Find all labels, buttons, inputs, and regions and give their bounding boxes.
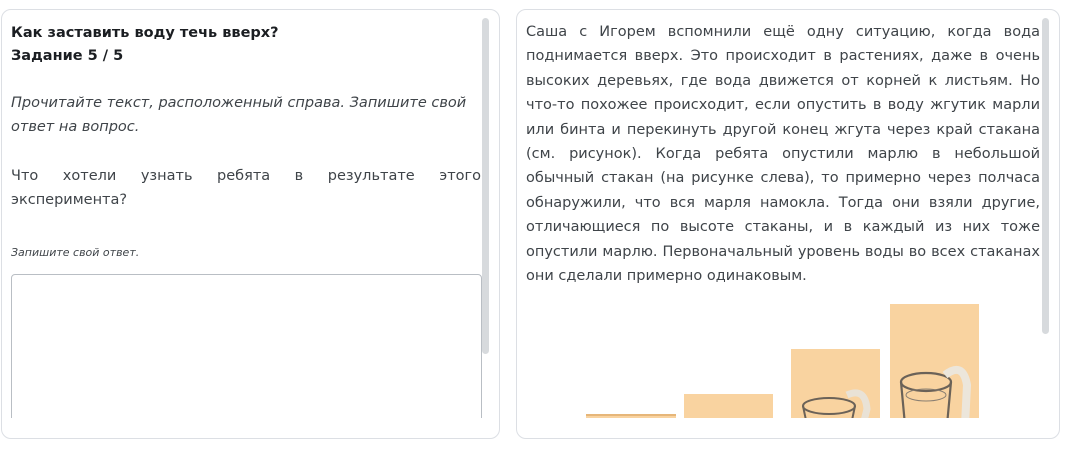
question-line-2: эксперимента? <box>11 192 128 208</box>
reading-text: Саша с Игорем вспомнили ещё одну ситуацию, когда вода поднимается вверх. Это происходит в растениях, даже в очень высоких деревьях, где вода движется от корней к листьям. Но что-то похожее происходит, если опустить в воду жгутик марли или бинта и перекинуть другой конец жгута через край стакана (см. рисунок). Когда ребята опустили марлю в небольшой обычный стакан (на рисунке слева), то примерно через полчаса обнаружили, что вся марля намокла. Тогда они взяли другие, отличающиеся по высоте стаканы, и в каждый из них тоже опустили марлю. Первоначальный уровень воды во всех стаканах они сделали примерно одинаковым. <box>526 24 1040 285</box>
glass-small <box>586 415 676 418</box>
task-heading <box>11 22 279 68</box>
task-counter: Задание 5 / 5 <box>11 48 124 64</box>
answer-textarea[interactable] <box>11 274 482 418</box>
task-scrollbar[interactable] <box>482 18 489 354</box>
answer-hint: Запишите свой ответ. <box>11 246 140 259</box>
task-scroll-area <box>2 10 499 418</box>
glass-medium <box>684 394 773 418</box>
glass-tall <box>791 349 880 418</box>
glasses-illustration <box>577 295 997 418</box>
task-panel <box>1 9 500 439</box>
reading-panel <box>516 9 1060 439</box>
task-title: Как заставить воду течь вверх? <box>11 25 279 41</box>
task-instruction: Прочитайте текст, расположенный справа. Запишите свой ответ на вопрос. <box>11 95 467 135</box>
glass-tallest <box>890 304 979 418</box>
question-line-1: Что хотели узнать ребята в результате этого <box>11 168 481 184</box>
reading-scroll-area <box>517 10 1059 418</box>
task-question <box>11 164 481 212</box>
reading-scrollbar[interactable] <box>1042 18 1049 334</box>
